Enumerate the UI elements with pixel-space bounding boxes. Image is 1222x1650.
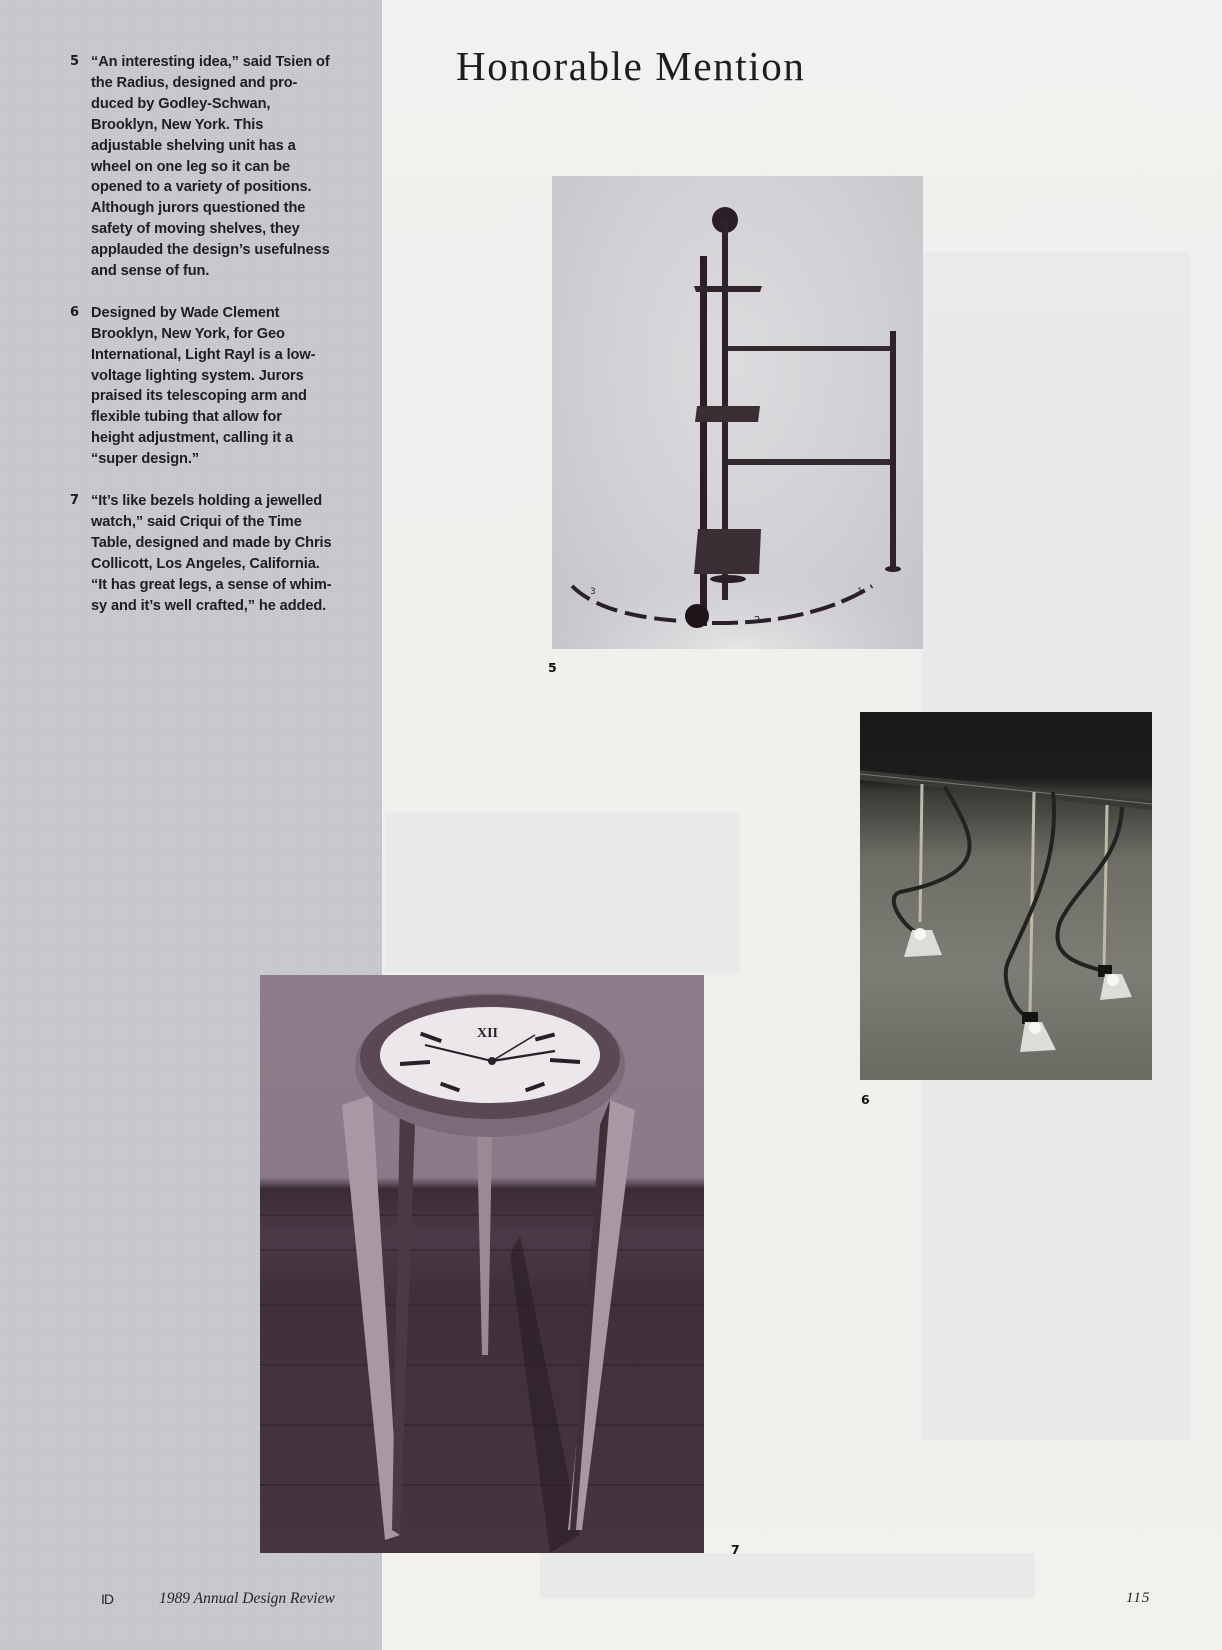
caption-list xyxy=(70,52,360,637)
caption-line: Designed by Wade Clement xyxy=(91,304,280,321)
caption-line: safety of moving shelves, they xyxy=(91,221,300,238)
shelving-illustration xyxy=(552,176,923,649)
caption-line: the Radius, designed and pro- xyxy=(91,74,298,91)
photo-light-rayl xyxy=(860,712,1152,1080)
tint-panel-middle xyxy=(385,813,740,973)
caption-number: 7 xyxy=(70,493,79,508)
caption-line: Table, designed and made by Chris xyxy=(91,534,332,551)
caption-number: 5 xyxy=(70,54,79,69)
caption-line: Although jurors questioned the xyxy=(91,200,306,217)
caption-line: adjustable shelving unit has a xyxy=(91,137,296,154)
floor-mark-2: 2 xyxy=(754,615,761,626)
caption-number: 6 xyxy=(70,304,79,320)
caption-line: flexible tubing that allow for xyxy=(91,409,282,426)
page-title: Honorable Mention xyxy=(456,43,806,89)
caption-line: “super design.” xyxy=(91,451,199,468)
clock-numeral-xii: XII xyxy=(477,1026,499,1041)
caption-6 xyxy=(70,303,360,470)
caption-line: and sense of fun. xyxy=(91,263,210,280)
caption-5 xyxy=(70,52,360,282)
caption-line: voltage lighting system. Jurors xyxy=(91,367,304,384)
photo-time-table xyxy=(260,975,704,1553)
caption-line: International, Light Rayl is a low- xyxy=(91,346,316,363)
figure-label-7: 7 xyxy=(731,1542,740,1557)
caption-line: Brooklyn, New York, for Geo xyxy=(91,325,285,342)
tint-panel-bottom xyxy=(540,1553,1035,1598)
caption-line: applauded the design’s usefulness xyxy=(91,242,330,259)
caption-line: Collicott, Los Angeles, California. xyxy=(91,555,320,572)
caption-line: “An interesting idea,” said Tsien of xyxy=(91,54,330,70)
id-magazine-logo: ID xyxy=(101,1591,113,1607)
caption-line: praised its telescoping arm and xyxy=(91,388,307,405)
publication-name: 1989 Annual Design Review xyxy=(159,1590,335,1607)
caption-line: duced by Godley-Schwan, xyxy=(91,95,271,112)
clock-table-illustration xyxy=(260,975,704,1553)
caption-line: wheel on one leg so it can be xyxy=(91,158,291,175)
figure-label-5: 5 xyxy=(548,660,557,675)
caption-line: “It’s like bezels holding a jewelled xyxy=(91,493,323,509)
page-number: 115 xyxy=(1126,1590,1151,1606)
figure-label-6: 6 xyxy=(861,1092,870,1107)
caption-7 xyxy=(70,491,360,616)
lighting-illustration xyxy=(860,712,1152,1080)
floor-mark-3: 3 xyxy=(590,587,596,597)
caption-line: opened to a variety of positions. xyxy=(91,179,312,196)
caption-line: sy and it’s well crafted,” he added. xyxy=(91,597,327,614)
floor-mark-1: 1 xyxy=(857,587,863,597)
caption-line: height adjustment, calling it a xyxy=(91,430,294,447)
photo-radius-shelving xyxy=(552,176,923,649)
caption-line: Brooklyn, New York. This xyxy=(91,116,264,133)
caption-line: watch,” said Criqui of the Time xyxy=(91,513,302,530)
caption-line: “It has great legs, a sense of whim- xyxy=(91,576,332,593)
